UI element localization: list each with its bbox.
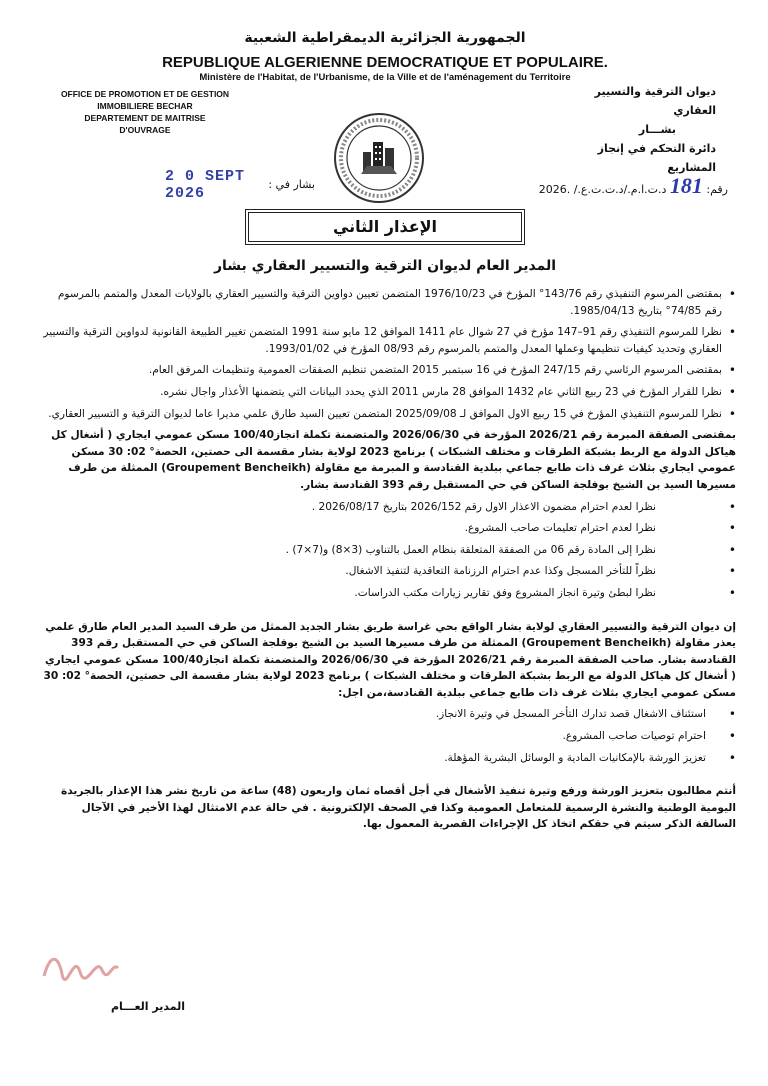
consideration-item: • نظراً للتأخر المسجل وكذا عدم احترام الرزنامة التعاقدية لتنفيذ الاشغال. bbox=[38, 563, 736, 580]
red-stamp-signature-icon bbox=[40, 948, 120, 984]
office-line-1: OFFICE DE PROMOTION ET DE GESTION bbox=[60, 89, 230, 99]
consideration-item: • نظرا إلى المادة رقم 06 من الصفقة المتعلقة بنظام العمل بالتناوب (3×8) و(7×7) . bbox=[38, 542, 736, 559]
document-body bbox=[38, 286, 736, 838]
notice-paragraph: إن ديوان الترقية والتسيير العقاري لولاية بشار الواقع بحي غراسة طريق بشار الجديد الممثل من طرف السيد المدير العام طارق علمي يعذر مقاولة (Groupement Bencheikh) الممثلة من طرف مسيرها السيد بن الشيخ بوفلجة الساكن في حي المستقبل رقم 393 القنادسة بشار. صاحب الصفقة المبرمة رقم 2026/21 المؤرخة في 2026/06/30 والمتضمنة تكملة انجاز100/40 مسكن عمومي ايجاري ( أشغال كل هياكل الدولة مع الربط بشبكة الطرقات و مختلف الشبكات ) برنامج 2023 لولاية بشار مقسمة الى حصتين، الحصة° 02: 30 مسكن عمومي ايجاري بثلاث غرف ذات طابع جماعي ببلدية القنادسة،من اجل: bbox=[43, 620, 736, 699]
office-line-2: IMMOBILIERE BECHAR bbox=[97, 101, 193, 111]
consideration-item: • نظرا لبطئ وتيرة انجاز المشروع وفق تقارير زيارات مكتب الدراسات. bbox=[38, 585, 736, 602]
consideration-item: • نظرا لعدم احترام مضمون الاعذار الاول رقم 2026/152 بتاريخ 2026/08/17 . bbox=[38, 499, 736, 516]
reference-suffix: د.ت.ا.م./د.ت.ت.ع./ .2026 bbox=[538, 183, 667, 196]
office-name-french bbox=[40, 88, 250, 136]
clause-item: • بمقتضى المرسوم التنفيذي رقم 143/76° المؤرخ في 1976/10/23 المتضمن تعيين دواوين الترقية والتسيير العقاري بالولايات المعدل والمتمم بالمرسوم رقم 74/85° بتاريخ 1985/04/13. bbox=[38, 286, 736, 319]
clause-item: • بمقتضى المرسوم الرئاسي رقم 247/15 المؤرخ في 16 سبتمبر 2015 المتضمن تنظيم الصفقات العمومية وتنظيمات المرفق العام. bbox=[38, 362, 736, 379]
office-ar-line-3: دائرة التحكم في إنجاز المشاريع bbox=[597, 142, 716, 174]
office-name-arabic bbox=[576, 82, 716, 177]
reference-line bbox=[478, 173, 728, 199]
office-ar-line-1: ديوان الترقية والتسيير العقاري bbox=[594, 85, 716, 117]
office-line-4: D'OUVRAGE bbox=[119, 125, 171, 135]
clause-item: • نظرا للمرسوم التنفيذي المؤرخ في 15 ربيع الاول الموافق لـ 2025/09/08 المتضمن تعيين السيد طارق علمي مديرا عاما لديوان الترقية و التسيير العقاري. bbox=[38, 406, 736, 423]
reference-number: 181 bbox=[669, 173, 703, 198]
office-ar-line-2: بشـــار bbox=[638, 123, 676, 136]
header-arabic-republic: الجمهورية الجزائرية الديمقراطية الشعبية bbox=[244, 30, 526, 46]
document-subtitle: المدير العام لديوان الترقية والتسيير العقاري بشار bbox=[213, 258, 557, 274]
consideration-item: • نظرا لعدم احترام تعليمات صاحب المشروع. bbox=[38, 520, 736, 537]
place-date-label: بشار في : bbox=[268, 178, 315, 191]
date-stamp: 2 0 SEPT 2026 bbox=[165, 168, 246, 202]
contract-clause: بمقتضى الصفقة المبرمة رقم 2026/21 المؤرخة في 2026/06/30 والمتضمنة تكملة انجاز100/40 مسكن عمومي ايجاري ( أشغال كل هياكل الدولة مع الربط بشبكة الطرقات و مختلف الشبكات ) برنامج 2023 لولاية بشار مقسمة الى حصتين، الحصة° 02: 30 مسكن عمومي ايجاري بثلاث غرف ذات طابع جماعي ببلدية القنادسة و المبرمة مع مقاولة (Groupement Bencheikh) الممثلة من طرف مسيرها السيد بن الشيخ بوفلجة الساكن في حي المستقبل رقم 393 القنادسة بشار. bbox=[51, 429, 736, 491]
header-ministry: Ministère de l'Habitat, de l'Urbanisme, de la Ville et de l'aménagement du Territoire bbox=[199, 72, 571, 83]
reference-label: رقم: bbox=[706, 183, 728, 196]
signatory-title: المدير العـــام bbox=[110, 1000, 185, 1013]
purpose-item: • استئناف الاشغال قصد تدارك التأخر المسجل في وتيرة الانجاز. bbox=[38, 706, 736, 723]
office-seal-icon bbox=[333, 112, 425, 204]
clause-item: • نظرا للقرار المؤرخ في 23 ربيع الثاني عام 1432 الموافق 28 مارس 2011 الذي يحدد البيانات التي يتضمنها الأعذار واجال نشره. bbox=[38, 384, 736, 401]
office-line-3: DEPARTEMENT DE MAITRISE bbox=[84, 113, 206, 123]
clause-item: • نظرا للمرسوم التنفيذي رقم 91–147 مؤرخ في 27 شوال عام 1411 الموافق 12 مايو سنة 1991 المتضمن تغيير الطبيعة القانونية لدواوين الترقية والتسيير العقاري وتحديد كيفيات تنظيمها وعملها المعدل والمتمم بالمرسوم رقم 08/93 المؤرخ في 1993/01/02. bbox=[38, 324, 736, 357]
purpose-item: • تعزيز الورشة بالإمكانيات المادية و الوسائل البشرية المؤهلة. bbox=[38, 750, 736, 767]
document-title: الإعذار الثاني bbox=[248, 212, 522, 242]
header-french-republic: REPUBLIQUE ALGERIENNE DEMOCRATIQUE ET POPULAIRE. bbox=[162, 54, 608, 71]
conclusion-paragraph: أنتم مطالبون بتعزيز الورشة ورفع وتيرة تنفيذ الأشغال في أجل أقصاه ثمان واربعون (48) ساعة من تاريخ نشر هذا الإعذار بالجريدة اليومية الوطنية والنشرة الرسمية للمتعامل العمومية وكذا في الصحف الإلكترونية . في حالة عدم الامتثال لهذا الأخير في الآجال السالفة الذكر سيتم في حقكم اتخاذ كل الإجراءات القصرية المعمول بها. bbox=[60, 785, 736, 831]
purpose-item: • احترام توصيات صاحب المشروع. bbox=[38, 728, 736, 745]
